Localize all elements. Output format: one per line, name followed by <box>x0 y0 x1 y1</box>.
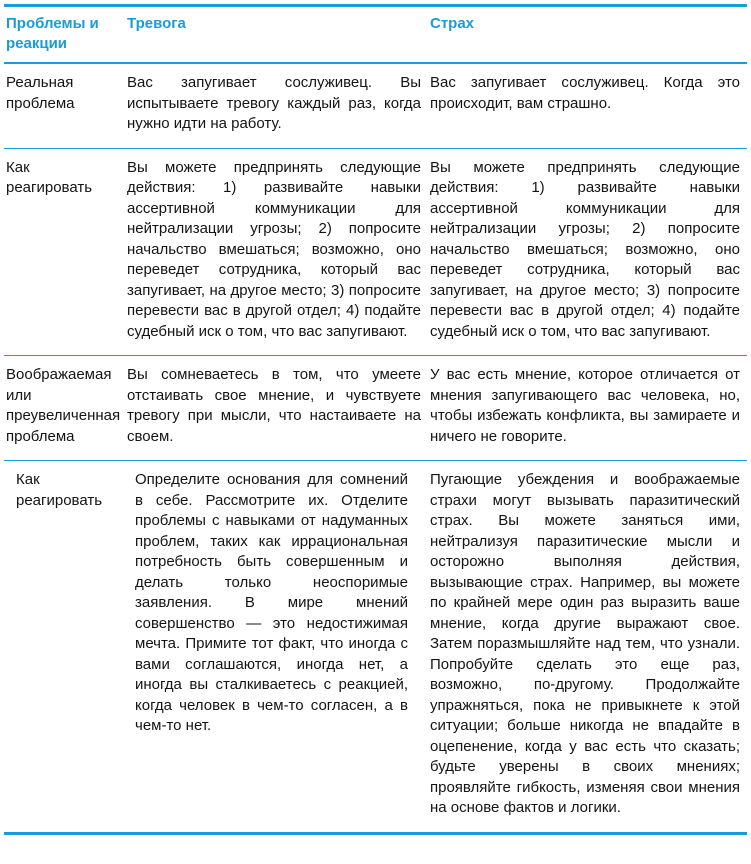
fear-cell: Вы можете предпринять следующие действия: 1) развивайте навыки ассертивной коммуникации для нейтрализации угрозы; 2) попросите начальство вмешаться; возможно, оно переведет сотрудника, который вас запугивает, на другое место; 3) попросите перевести вас в другой отдел; 4) подайте судебный иск о том, что вас запугивают. <box>428 148 747 356</box>
fear-cell: У вас есть мнение, которое отличается от мнения запугивающего вас человека, но, чтобы избежать конфликта, вы замираете и ничего не говорите. <box>428 356 747 461</box>
fear-cell: Пугающие убеждения и воображаемые страхи могут вызывать паразитический страх. Вы можете заняться ими, нейтрализуя паразитические мысли и осторожно выполняя действия, вызывающие страх. Например, вы можете по крайней мере один раз выразить ваше мнение, когда другие выражают свое. Затем поразмышляйте над тем, что узнали. Попробуйте сделать это еще раз, возможно, по-другому. Продолжайте упражняться, пока не привыкнете к этой ситуации; больше никогда не впадайте в оцепенение, когда у вас есть что сказать; будьте уверены в своих мнениях; проявляйте гибкость, изменяя свои мнения на основе фактов и логики. <box>428 461 747 834</box>
table-row <box>4 461 747 834</box>
header-row <box>4 6 747 64</box>
anxiety-cell: Вы можете предпринять следующие действия: 1) развивайте навыки ассертивной коммуникации для нейтрализации угрозы; 2) попросите начальство вмешаться; возможно, оно переведет сотрудника, который вас запугивает, на другое место; 3) попросите перевести вас в другой отдел; 4) подайте судебный иск о том, что вас запугивают. <box>125 148 428 356</box>
header-fear: Страх <box>428 6 747 64</box>
anxiety-cell: Вас запугивает сослуживец. Вы испытываете тревогу каждый раз, когда нужно идти на работу. <box>125 63 428 148</box>
problems-reactions-table <box>4 4 747 835</box>
header-anxiety: Тревога <box>125 6 428 64</box>
table-row <box>4 63 747 148</box>
anxiety-cell: Определите основания для сомнений в себе. Рассмотрите их. Отделите проблемы с навыками от надуманных проблем, таких как иррациональная потребность быть совершенным и делать только неоспоримые заявления. В мире мнений совершенство — это недостижимая мечта. Примите тот факт, что иногда с вами соглашаются, иногда нет, а иногда вы сталкиваетесь с реакцией, когда человек в чем-то согласен, а в чем-то нет. <box>125 461 428 834</box>
fear-cell: Вас запугивает сослуживец. Когда это происходит, вам страшно. <box>428 63 747 148</box>
row-label-how-to-react: Как реагировать <box>4 148 125 356</box>
header-problems-reactions: Проблемы и реакции <box>4 6 125 64</box>
row-label-how-to-react: Как реагировать <box>4 461 125 834</box>
anxiety-cell: Вы сомневаетесь в том, что умеете отстаивать свое мнение, и чувствуете тревогу при мысли, что настаиваете на своем. <box>125 356 428 461</box>
table-row <box>4 148 747 356</box>
table-row <box>4 356 747 461</box>
row-label-real-problem: Реальная проблема <box>4 63 125 148</box>
row-label-imagined-problem: Воображаемая или преувеличенная проблема <box>4 356 125 461</box>
